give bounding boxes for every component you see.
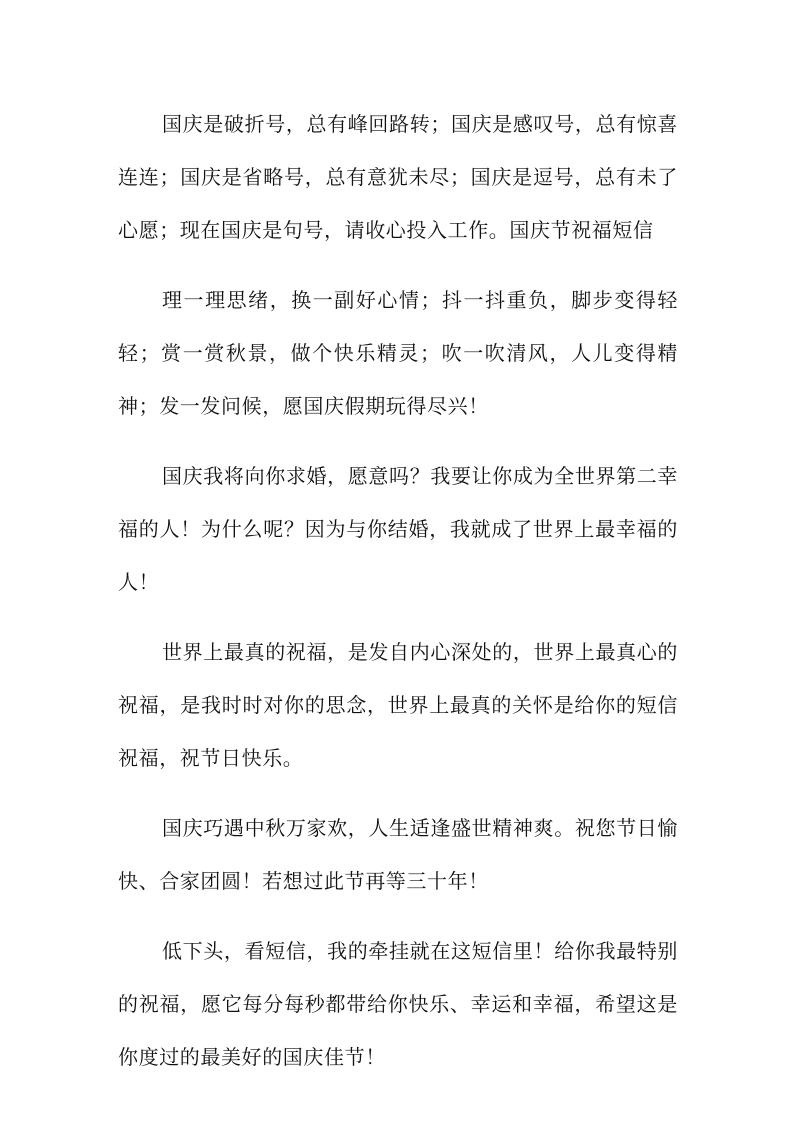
paragraph-5: 国庆巧遇中秋万家欢，人生适逢盛世精神爽。祝您节日愉快、合家团圆！若想过此节再等三十年！ [118,816,678,893]
paragraph-1: 国庆是破折号，总有峰回路转；国庆是感叹号，总有惊喜连连；国庆是省略号，总有意犹未尽；国庆是逗号，总有未了心愿；现在国庆是句号，请收心投入工作。国庆节祝福短信 [118,112,678,242]
paragraph-4: 世界上最真的祝福，是发自内心深处的，世界上最真心的祝福，是我时时对你的思念，世界上最真的关怀是给你的短信祝福，祝节日快乐。 [118,640,678,770]
paragraph-6: 低下头，看短信，我的牵挂就在这短信里！给你我最特别的祝福，愿它每分每秒都带给你快乐、幸运和幸福，希望这是你度过的最美好的国庆佳节！ [118,939,678,1069]
paragraph-3: 国庆我将向你求婚，愿意吗？我要让你成为全世界第二幸福的人！为什么呢？因为与你结婚，我就成了世界上最幸福的人！ [118,464,678,594]
paragraph-2: 理一理思绪，换一副好心情；抖一抖重负，脚步变得轻轻；赏一赏秋景，做个快乐精灵；吹一吹清风，人儿变得精神；发一发问候，愿国庆假期玩得尽兴！ [118,288,678,418]
document-body [118,98,678,1101]
